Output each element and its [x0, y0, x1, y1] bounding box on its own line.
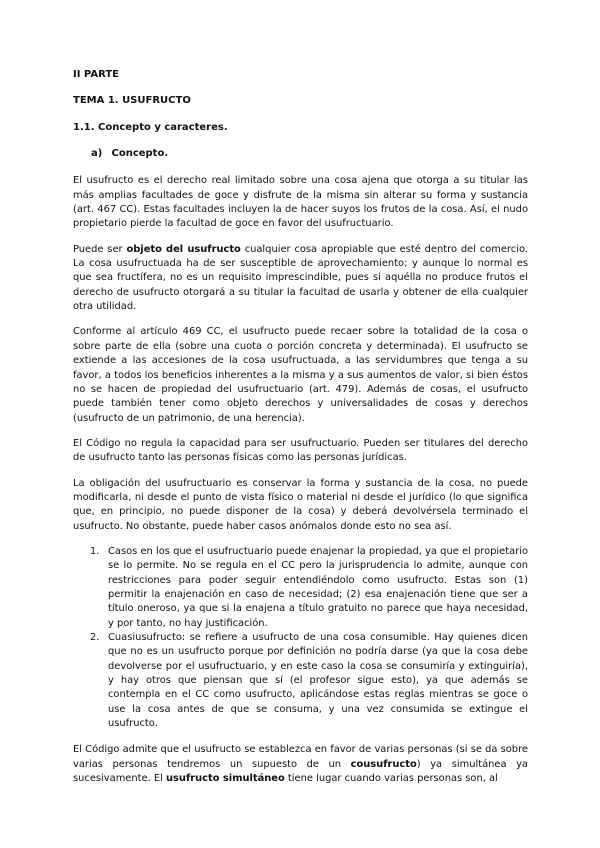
tema-heading: TEMA 1. USUFRUCTO: [73, 95, 191, 107]
list-text: Cuasiusufructo: se refiere a usufructo de una cosa consumible. Hay quienes dicen que no es un usufructo porque por definición no podría darse (ya que la cosa debe devolverse por el usufructuario, y en este caso la cosa se consumiría y extinguiría), y hay otros que piensan que sí (el profesor sigue esto), ya que además se contempla en el CC como usufructo, aplicándose estas reglas mientras se goce o use la cosa antes de que se consuma, y una vez consumida se extingue el usufructo.: [108, 632, 528, 730]
page-content: [73, 68, 528, 797]
list-item: [73, 545, 528, 631]
list-number: 1.: [90, 545, 100, 557]
paragraph-capacity: El Código no regula la capacidad para ser usufructuario. Pueden ser titulares del derecho de usufructo tanto las personas físicas como las personas jurídicas.: [73, 437, 528, 464]
subsection-label: a): [91, 148, 103, 160]
paragraph-text: cualquier cosa apropiable que esté dentro del comercio. La cosa usufructuada ha de ser susceptible de aprovechamiento; y aunque lo normal es que sea fructífera, no es un requisito imprescindible, pues si aquélla no produce frutos el derecho de usufructo otorgará a su titular la facultad de usarla y obtener de ella cualquier otra utilidad.: [73, 243, 528, 313]
paragraph-extension: Conforme al artículo 469 CC, el usufructo puede recaer sobre la totalidad de la cosa o sobre parte de ella (sobre una cuota o porción concreta y determinada). El usufructo se extiende a las accesiones de la cosa usufructuada, a las servidumbres que tenga a su favor, a todos los beneficios inherentes a la misma y a sus aumentos de valor, si bien éstos no se hacen de propiedad del usufructuario (art. 479). Además de cosas, el usufructo puede también tener como objeto derechos y universalidades de cosas y derechos (usufructo de un patrimonio, de una herencia).: [73, 326, 528, 424]
subsection-heading: [91, 147, 528, 161]
anomalous-cases-list: [73, 545, 528, 731]
part-heading: II PARTE: [73, 69, 119, 80]
bold-term: cousufructo: [350, 758, 417, 770]
paragraph-object: [73, 243, 528, 315]
list-text: Casos en los que el usufructuario puede enajenar la propiedad, ya que el propietario se lo permite. No se regula en el CC pero la jurisprudencia lo admite, aunque con restricciones para poder seguir entendiéndolo como usufructo. Estas son (1) permitir la enajenación en caso de necesidad; (2) esa enajenación tiene que ser a título oneroso, ya que si la enajena a título gratuito no parece que haya necesidad, y por tanto, no hay justificación.: [108, 545, 528, 629]
paragraph-text: El Código admite que el usufructo se establezca en favor de varias personas (si se da sobre varias personas tendremos un supuesto de un: [73, 744, 528, 770]
list-number: 2.: [90, 632, 100, 643]
bold-term: objeto del usufructo: [126, 243, 241, 255]
paragraph-obligation: La obligación del usufructuario es conservar la forma y sustancia de la cosa, no puede modificarla, ni desde el punto de vista físico o material ni desde el jurídico (lo que significa que, en principio, no puede disponer de la cosa) y deberá devolvérsela terminado el usufructo. No obstante, puede haber casos anómalos donde esto no sea así.: [73, 477, 528, 532]
paragraph-definition: El usufructo es el derecho real limitado sobre una cosa ajena que otorga a su titular las más amplias facultades de goce y disfrute de la misma sin alterar su forma y sustancia (art. 467 CC). Estas facultades incluyen la de hacer suyos los frutos de la cosa. Así, el nudo propietario pierde la facultad de goce en favor del usufructuario.: [73, 175, 528, 230]
paragraph-text: Puede ser: [73, 243, 127, 255]
list-item: [73, 631, 528, 731]
paragraph-cousufructo: [73, 743, 528, 786]
paragraph-text: tiene lugar cuando varias personas son, al: [284, 773, 498, 785]
subsection-title: Concepto.: [111, 148, 169, 160]
paragraph-text: ) ya simultánea ya sucesivamente. El: [73, 758, 528, 785]
section-heading: 1.1. Concepto y caracteres.: [73, 121, 228, 133]
bold-term: usufructo simultáneo: [166, 773, 285, 785]
